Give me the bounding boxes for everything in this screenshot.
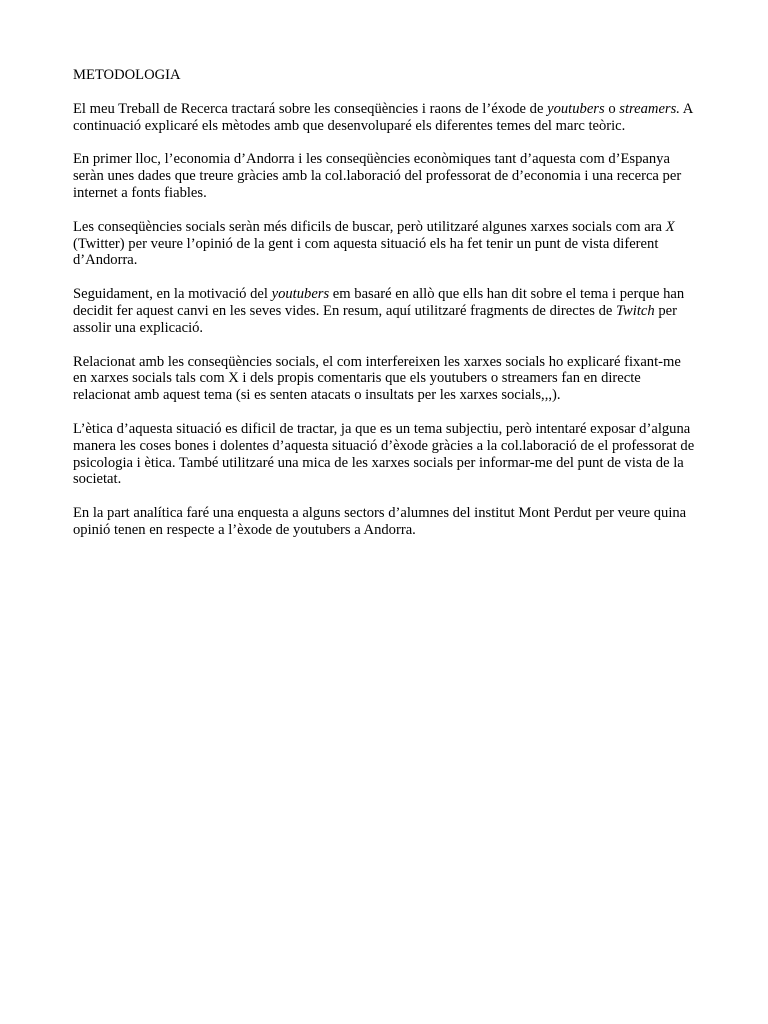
paragraph-text: A continuació explicaré els mètodes amb que desenvoluparé els diferentes temes del marc teòric. — [73, 100, 693, 134]
paragraph-text: em basaré en allò que ells han dit sobre el tema i perque han decidit fer aquest canvi en les seves vides. En resum, aquí utilitzaré fragments de directes de — [73, 286, 685, 319]
italic-term: youtubers — [271, 286, 330, 303]
paragraph-social — [73, 219, 697, 269]
paragraph-motivation — [73, 286, 697, 336]
italic-term: streamers. — [619, 100, 680, 117]
paragraph-text: per assolir una explicació. — [73, 302, 677, 336]
paragraph-analysis: En la part analítica faré una enquesta a alguns sectors d’alumnes del institut Mont Perdut per veure quina opinió tenen en respecte a l’èxode de youtubers a Andorra. — [73, 505, 687, 538]
paragraph-text: o — [604, 100, 620, 117]
paragraph-economy: En primer lloc, l’economia d’Andorra i les conseqüències econòmiques tant d’aquesta com d’Espanya seràn unes dades que treure gràcies amb la col.laboració del professorat de d’economia i una recerca per internet a fonts fiables. — [73, 151, 682, 201]
paragraph-text: Les conseqüències socials seràn més dificils de buscar, però utilitzaré algunes xarxes socials com ara — [73, 218, 666, 235]
italic-term: Twitch — [616, 302, 655, 319]
paragraph-social-networks: Relacionat amb les conseqüències socials, el com interfereixen les xarxes socials ho explicaré fixant-me en xarxes socials tals com X i dels propis comentaris que els youtubers o streamers fan en directe relacionat amb aquest tema (si es senten atacats o insultats per les xarxes socials,,,). — [73, 353, 681, 404]
italic-term: X — [665, 218, 675, 235]
document-heading: METODOLOGIA — [73, 67, 181, 83]
document-page — [73, 67, 697, 556]
paragraph-intro — [73, 101, 697, 135]
paragraph-text: (Twitter) per veure l’opinió de la gent i com aquesta situació els ha fet tenir un punt de vista diferent d’Andorra. — [73, 235, 659, 269]
paragraph-ethics: L’ètica d’aquesta situació es dificil de tractar, ja que es un tema subjectiu, però intentaré exposar d’alguna manera les coses bones i dolentes d’aquesta situació d’èxode gràcies a la col.laboració de el professorat de psicologia i ètica. També utilitzaré una mica de les xarxes socials per informar-me del punt de vista de la societat. — [73, 420, 695, 488]
italic-term: youtubers — [547, 100, 605, 117]
paragraph-text: El meu Treball de Recerca tractará sobre les conseqüències i raons de l’éxode de — [73, 100, 548, 117]
paragraph-text: Seguidament, en la motivació del — [73, 286, 272, 303]
